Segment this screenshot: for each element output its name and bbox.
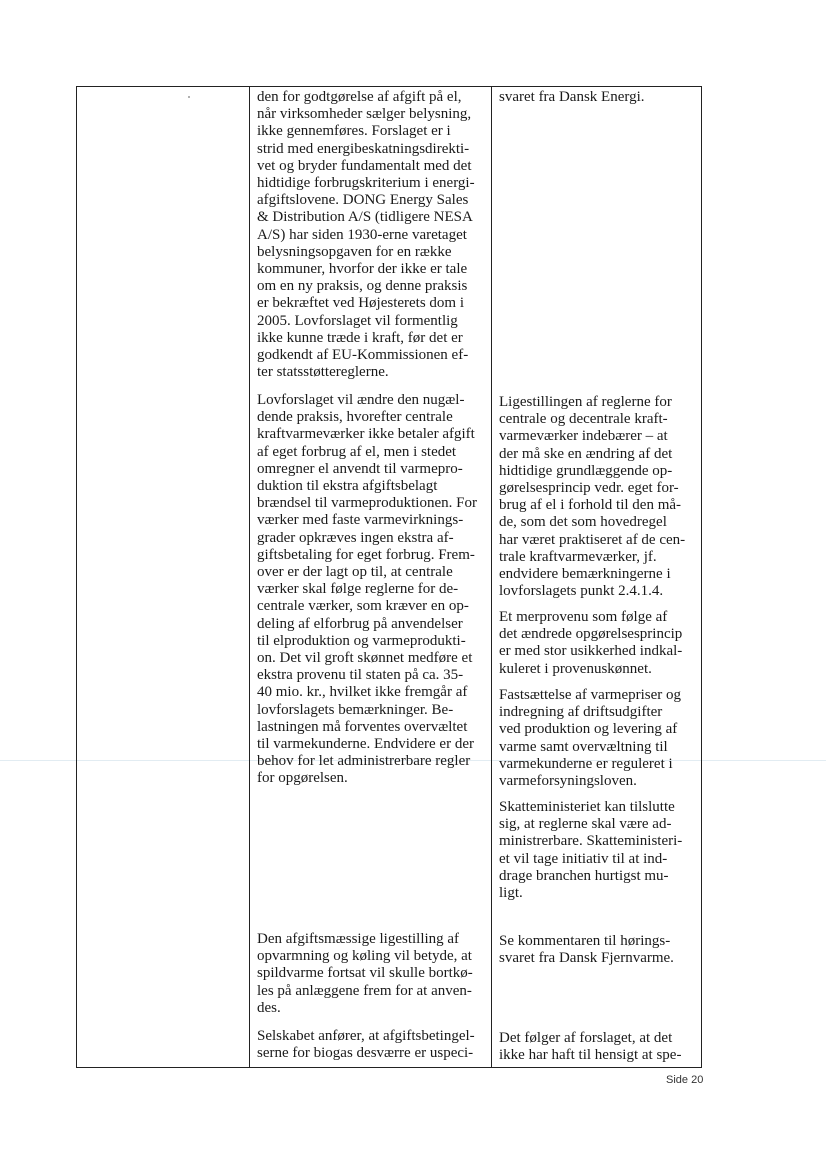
row-1-comment: den for godtgørelse af afgift på el, når virksomheder sælger belysning, ikke gennemføres. Forslaget er i strid med energibeskatningsdirekti- vet og bryder fundamentalt med det hidtidige forbrugskriterium i energi- afgiftslovene. DONG Energy Sales & Distribution A/S (tidligere NESA A/S) har siden 1930-erne varetaget belysningsopgaven for en række kommuner, hvorfor der ikke er tale om en ny praksis, og denne praksis er bekræftet ved Højesterets dom i 2005. Lovforslaget vil formentlig ikke kunne træde i kraft, før det er godkendt af EU-Kommissionen ef- ter statsstøttereglerne. [257,89,475,381]
column-divider-left [249,87,250,1067]
row-4-comment: Selskabet anfører, at afgiftsbetingel- serne for biogas desværre er uspeci- [257,1028,475,1062]
row-2-comment: Lovforslaget vil ændre den nugæl- dende praksis, hvorefter centrale kraftvarmeværker ikke betaler afgift af eget forbrug af el, men i stedet omregner el anvendt til varmepro- duktion til ekstra afgiftsbelagt brændsel til varmeproduktionen. For værker med faste varmevirknings- grader opkræves ingen ekstra af- giftsbetaling for eget forbrug. Frem- over er der lagt op til, at centrale værker skal følge reglerne for de- centrale værker, som kræver en op- deling af elforbrug på anvendelser til elproduktion og varmeprodukti- on. Det vil groft skønnet medføre et ekstra provenu til staten på ca. 35- 40 mio. kr., hvilket ikke fremgår af lovforslagets bemærkninger. Be- lastningen må forventes overvæltet til varmekunderne. Endvidere er der behov for let administrerbare regler for opgørelsen. [257,392,477,787]
column-divider-right [491,87,492,1067]
comment-table [76,86,702,1068]
row-2-response-p1: Ligestillingen af reglerne for centrale og decentrale kraft- varmeværker indebærer – at der må ske en ændring af det hidtidige grundlæggende op- gørelsesprincip vedr. eget for- brug af el i forhold til den må- de, som det som hovedregel har været praktiseret af de cen- trale kraftvarmeværker, jf. endvidere bemærkningerne i lovforslagets punkt 2.4.1.4. [499,394,686,600]
row-4-response: Det følger af forslaget, at det ikke har haft til hensigt at spe- [499,1030,682,1064]
row-3-response: Se kommentaren til hørings- svaret fra Dansk Fjernvarme. [499,933,674,967]
row-2-response-p2: Et merprovenu som følge af det ændrede opgørelsesprincip er med stor usikkerhed indkal- kuleret i provenuskønnet. [499,609,683,677]
row-2-response-p3: Fastsættelse af varmepriser og indregning af driftsudgifter ved produktion og levering af varme samt overvæltning til varmekunderne er reguleret i varmeforsyningsloven. [499,687,682,790]
row-3-comment: Den afgiftsmæssige ligestilling af opvarmning og køling vil betyde, at spildvarme fortsat vil skulle bortkø- les på anlæggene frem for at anven- des. [257,931,473,1016]
row-1-response: svaret fra Dansk Energi. [499,89,645,105]
page-number: Side 20 [666,1074,704,1086]
row-2-response-p4: Skatteministeriet kan tilslutte sig, at reglerne skal være ad- ministrerbare. Skatteministeri- et vil tage initiativ til at ind- drage branchen hurtigst mu- ligt. [499,799,683,902]
